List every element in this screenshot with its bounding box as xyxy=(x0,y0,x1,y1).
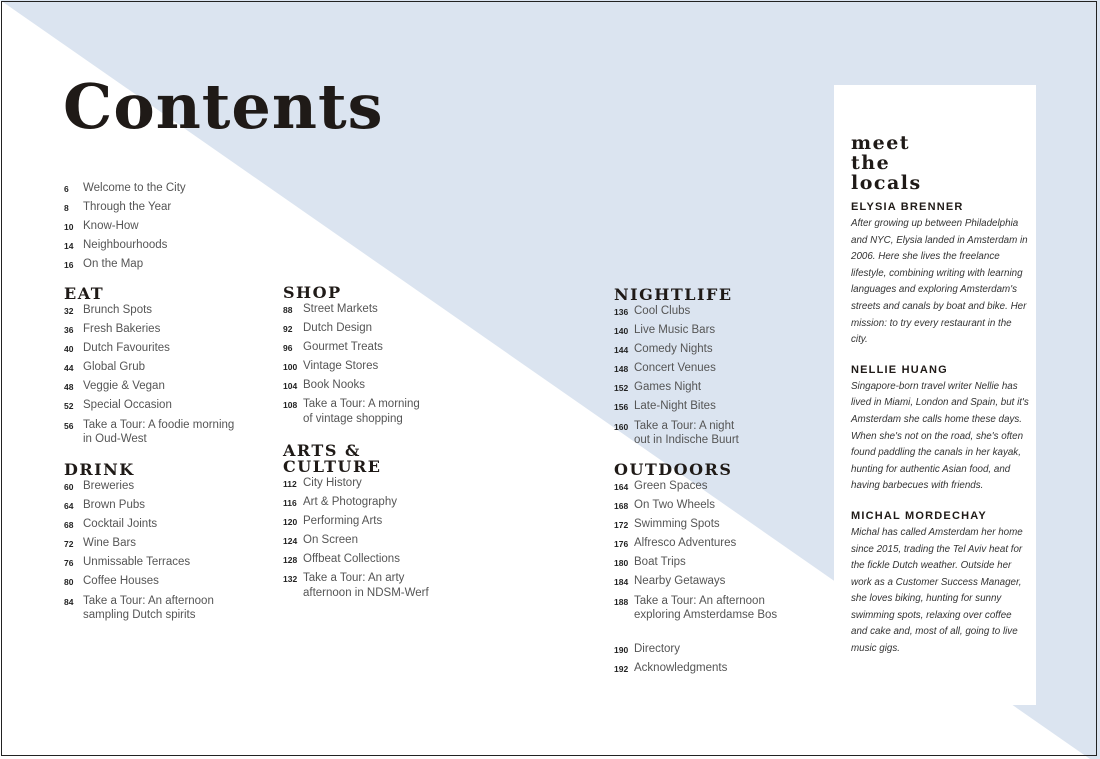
page-number: 148 xyxy=(614,364,629,375)
page-number: 10 xyxy=(64,222,74,233)
toc-entry[interactable] xyxy=(64,341,234,357)
entry-title: Street Markets xyxy=(303,303,378,315)
entry-title: Art & Photography xyxy=(303,496,397,509)
toc-entry[interactable] xyxy=(64,498,214,514)
entry-title: Take a Tour: An afternoon exploring Amsterdamse Bos xyxy=(634,594,778,622)
toc-entry[interactable] xyxy=(283,340,420,356)
entry-title: Green Spaces xyxy=(634,480,708,492)
page-number: 140 xyxy=(614,326,629,337)
section-nightlife xyxy=(614,287,739,451)
page-number: 100 xyxy=(283,362,298,373)
toc-entry[interactable] xyxy=(64,360,234,376)
page-number: 112 xyxy=(283,479,297,489)
toc-entry[interactable] xyxy=(64,479,214,495)
toc-entry[interactable] xyxy=(614,498,777,514)
page-number: 8 xyxy=(64,203,69,214)
page-number: 190 xyxy=(614,645,629,655)
entry-title: Wine Bars xyxy=(83,537,137,550)
toc-entry[interactable] xyxy=(283,514,429,530)
entry-title: Swimming Spots xyxy=(634,518,720,531)
toc-entry[interactable] xyxy=(64,257,186,273)
local-profile xyxy=(851,510,1029,658)
entry-title: Acknowledgments xyxy=(634,662,728,675)
section-drink xyxy=(64,462,214,626)
page-number: 16 xyxy=(64,260,74,271)
section-title-eat: EAT xyxy=(64,284,105,303)
page-number: 120 xyxy=(283,517,298,528)
toc-entry[interactable] xyxy=(64,594,214,623)
page-number: 188 xyxy=(614,596,629,607)
toc-entry[interactable] xyxy=(64,303,234,319)
toc-entry[interactable] xyxy=(283,495,429,511)
page-number: 144 xyxy=(614,345,629,356)
section-shop xyxy=(283,285,420,430)
entry-title: Neighbourhoods xyxy=(83,239,168,252)
toc-entry[interactable] xyxy=(283,476,429,492)
page-number: 56 xyxy=(64,420,74,431)
page-number: 88 xyxy=(283,305,293,315)
page-number: 40 xyxy=(64,344,74,355)
entry-title: Global Grub xyxy=(83,361,146,374)
toc-entry[interactable] xyxy=(614,536,777,552)
local-bio: After growing up between Philadelphia and NYC, Elysia landed in Amsterdam in 2006. Here she lives the freelance lifestyle, combining writing with learning languages and exploring Amsterdam's streets and canals by boat and bike. Her mission: to try every restaurant in the city. xyxy=(851,218,1028,346)
toc-entry[interactable] xyxy=(283,321,420,337)
page-number: 132 xyxy=(283,574,298,585)
section-outdoors xyxy=(614,462,777,626)
entry-title: Late-Night Bites xyxy=(634,400,716,413)
page-number: 168 xyxy=(614,501,629,512)
page-number: 156 xyxy=(614,402,629,413)
locals-heading: meet the locals xyxy=(851,132,922,194)
page-number: 180 xyxy=(614,558,629,569)
page-number: 76 xyxy=(64,558,74,569)
entry-title: Welcome to the City xyxy=(83,182,186,194)
page-number: 128 xyxy=(283,555,298,566)
entry-title: Boat Trips xyxy=(634,556,686,569)
page-title: Contents xyxy=(63,70,384,143)
toc-entry[interactable] xyxy=(64,536,214,552)
toc-entry[interactable] xyxy=(283,359,420,375)
entry-title: Fresh Bakeries xyxy=(83,323,161,336)
entry-title: Take a Tour: A morning of vintage shopping xyxy=(303,398,420,425)
page-number: 124 xyxy=(283,536,298,547)
page-number: 152 xyxy=(614,383,629,394)
toc-entry[interactable] xyxy=(614,361,739,377)
entry-title: On Two Wheels xyxy=(634,499,715,512)
toc-entry[interactable] xyxy=(283,397,420,426)
toc-entry[interactable] xyxy=(64,398,234,414)
toc-entry[interactable] xyxy=(614,661,727,677)
toc-entry[interactable] xyxy=(614,574,777,590)
local-name: NELLIE HUANG xyxy=(851,363,948,376)
toc-entry[interactable] xyxy=(64,219,186,235)
entry-title: Coffee Houses xyxy=(83,575,159,588)
page-number: 184 xyxy=(614,577,629,588)
section-arts-culture xyxy=(283,443,429,604)
meet-the-locals-panel xyxy=(834,85,1036,705)
toc-entry[interactable] xyxy=(614,555,777,571)
appendix-list xyxy=(614,642,727,680)
entry-title: On Screen xyxy=(303,534,358,547)
entry-title: On the Map xyxy=(83,258,144,271)
entry-title: Nearby Getaways xyxy=(634,575,726,588)
entry-title: Offbeat Collections xyxy=(303,553,400,566)
toc-entry[interactable] xyxy=(64,181,186,197)
entry-title: Brown Pubs xyxy=(83,499,146,512)
entry-title: City History xyxy=(303,477,362,489)
section-title-outdoors: OUTDOORS xyxy=(614,460,733,479)
toc-entry[interactable] xyxy=(283,302,420,318)
page-number: 104 xyxy=(283,381,298,392)
entry-title: Games Night xyxy=(634,381,702,394)
page-number: 160 xyxy=(614,421,629,432)
entry-title: Directory xyxy=(634,643,681,655)
entry-title: Veggie & Vegan xyxy=(83,380,165,393)
entry-title: Dutch Design xyxy=(303,322,373,335)
toc-entry[interactable] xyxy=(283,533,429,549)
page-number: 52 xyxy=(64,401,74,412)
page-number: 92 xyxy=(283,324,293,335)
entry-title: Dutch Favourites xyxy=(83,342,170,355)
page-number: 64 xyxy=(64,501,74,512)
page-number: 80 xyxy=(64,577,74,588)
toc-entry[interactable] xyxy=(64,555,214,571)
page-number: 32 xyxy=(64,306,74,316)
entry-title: Comedy Nights xyxy=(634,343,713,356)
section-eat xyxy=(64,286,234,450)
toc-entry[interactable] xyxy=(614,323,739,339)
entry-title: Breweries xyxy=(83,480,135,492)
toc-entry[interactable] xyxy=(614,342,739,358)
page-number: 68 xyxy=(64,520,74,531)
page-number: 96 xyxy=(283,343,293,354)
section-title-arts: ARTS & CULTURE xyxy=(283,441,382,476)
entry-title: Through the Year xyxy=(83,201,172,214)
entry-title: Vintage Stores xyxy=(303,360,379,373)
local-name: MICHAL MORDECHAY xyxy=(851,509,987,522)
page-number: 36 xyxy=(64,325,74,336)
toc-entry[interactable] xyxy=(614,594,777,623)
page-number: 136 xyxy=(614,307,629,317)
entry-title: Take a Tour: An afternoon sampling Dutch spirits xyxy=(83,594,214,622)
intro-list xyxy=(64,181,186,276)
toc-entry[interactable] xyxy=(614,399,739,415)
toc-entry[interactable] xyxy=(614,419,739,448)
section-title-drink: DRINK xyxy=(64,460,135,479)
entry-title: Take a Tour: A foodie morning in Oud-West xyxy=(83,418,235,446)
entry-title: Live Music Bars xyxy=(634,324,716,337)
toc-entry[interactable] xyxy=(64,418,234,447)
entry-title: Cool Clubs xyxy=(634,305,691,317)
page-number: 48 xyxy=(64,382,74,393)
entry-title: Take a Tour: An arty afternoon in NDSM-Werf xyxy=(303,572,429,599)
section-title-shop: SHOP xyxy=(283,283,342,302)
entry-title: Book Nooks xyxy=(303,379,366,392)
toc-entry[interactable] xyxy=(64,574,214,590)
toc-entry[interactable] xyxy=(283,552,429,568)
entry-title: Take a Tour: A night out in Indische Buurt xyxy=(634,419,739,447)
page-number: 192 xyxy=(614,664,629,675)
page-number: 176 xyxy=(614,539,629,550)
entry-title: Performing Arts xyxy=(303,515,383,528)
entry-title: Special Occasion xyxy=(83,399,172,412)
local-profile xyxy=(851,364,1029,495)
page-number: 108 xyxy=(283,400,298,411)
toc-entry[interactable] xyxy=(614,380,739,396)
page-number: 6 xyxy=(64,184,69,194)
entry-title: Brunch Spots xyxy=(83,304,153,316)
toc-entry[interactable] xyxy=(64,322,234,338)
toc-entry[interactable] xyxy=(283,378,420,394)
local-bio: Singapore-born travel writer Nellie has lived in Miami, London and Spain, but it's Amsterdam she calls home these days. When she's not on the road, she's often found paddling the canals in her kayak, hunting for authentic Asian food, and having barbecues with friends. xyxy=(851,380,1029,492)
local-profile xyxy=(851,201,1029,349)
local-name: ELYSIA BRENNER xyxy=(851,201,964,213)
section-title-nightlife: NIGHTLIFE xyxy=(614,285,733,304)
page-number: 172 xyxy=(614,520,629,531)
toc-entry[interactable] xyxy=(614,304,739,320)
toc-entry[interactable] xyxy=(64,517,214,533)
entry-title: Concert Venues xyxy=(634,362,716,375)
entry-title: Alfresco Adventures xyxy=(634,537,737,550)
entry-title: Cocktail Joints xyxy=(83,518,158,531)
entry-title: Unmissable Terraces xyxy=(83,556,191,569)
toc-entry[interactable] xyxy=(614,479,777,495)
toc-entry[interactable] xyxy=(283,571,429,600)
page-number: 164 xyxy=(614,482,629,492)
page-number: 44 xyxy=(64,363,74,374)
page-number: 84 xyxy=(64,596,74,607)
entry-title: Know-How xyxy=(83,220,139,233)
toc-entry[interactable] xyxy=(64,379,234,395)
toc-entry[interactable] xyxy=(64,238,186,254)
local-bio: Michal has called Amsterdam her home since 2015, trading the Tel Aviv heat for the fickle Dutch weather. Outside her work as a Customer Success Manager, she loves biking, hunting for sunny swimming spots, relaxing over coffee and cake and, most of all, going to live music gigs. xyxy=(851,526,1023,655)
toc-entry[interactable] xyxy=(614,642,727,658)
entry-title: Gourmet Treats xyxy=(303,341,383,354)
toc-entry[interactable] xyxy=(614,517,777,533)
page-number: 72 xyxy=(64,539,74,550)
page-number: 60 xyxy=(64,482,74,492)
page-number: 14 xyxy=(64,241,74,252)
page-number: 116 xyxy=(283,498,297,509)
toc-entry[interactable] xyxy=(64,200,186,216)
